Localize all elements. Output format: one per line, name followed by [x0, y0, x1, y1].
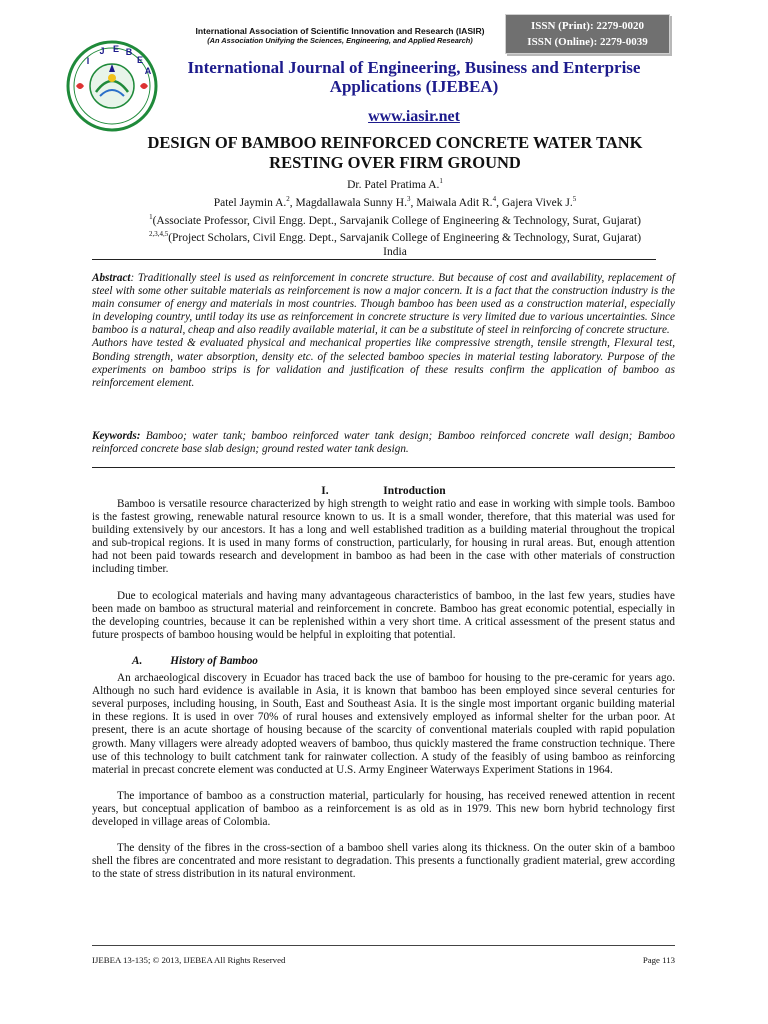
- journal-title-line1: International Journal of Engineering, Business and Enterprise: [187, 58, 641, 77]
- page-number: Page 113: [642, 955, 675, 965]
- co-author: Maiwala Adit R.: [416, 196, 493, 209]
- divider: [92, 467, 675, 468]
- divider: [92, 259, 656, 260]
- journal-url-link[interactable]: www.iasir.net: [368, 108, 460, 125]
- author-block: [90, 174, 700, 259]
- affiliation-1: $^1$(Associate Professor, Civil Engg. Dept., Sarvajanik College of Engineering & Technology, Surat, Gujarat): [149, 212, 641, 227]
- issn-print: ISSN (Print): 2279-0020: [530, 20, 645, 32]
- main-author: Dr. Patel Pratima A.$^1$: [347, 177, 443, 191]
- section-title: Introduction: [383, 485, 446, 497]
- logo-letter: A: [144, 66, 152, 76]
- keywords: [92, 430, 675, 456]
- keywords-label: Keywords:: [92, 430, 141, 442]
- logo-letter: E: [136, 55, 144, 65]
- paragraph: Bamboo is versatile resource characterized by high strength to weight ratio and ease in working with simple tools. Bamboo is the fastest growing, renewable natural resource known to us. It is a small wonder, therefore, that this material was used for building extensively by our ancestors. It has a long and well established tradition as a building material throughout the tropical and sub-tropical regions. It is used in many forms of construction, particularly, for housing in rural areas. But, enough attention had not been paid towards research and development in bamboo as had been in the case with other materials of construction including timber.: [92, 498, 675, 576]
- co-authors: Patel Jaymin A.$^2$, Magdallawala Sunny H.$^3$, Maiwala Adit R.$^4$, Gajera Vivek J.$^5$: [213, 194, 577, 209]
- association-header: [185, 26, 495, 46]
- country: India: [383, 246, 407, 259]
- paragraph: An archaeological discovery in Ecuador has traced back the use of bamboo for housing to the pre-ceramic for years ago. Although no such hard evidence is available in Asia, it is known that bamboo has been employed since several centuries for several purposes, including housing, in South, East and Southeast Asia. It is the single most important organic building material in these regions. It is used in over 70% of rural houses and extensively employed as informal shelter for the urban poor. At present, there is an acute shortage of housing because of the scarcity of conventional materials coupled with rapid population growth. Many villagers were already adopted weavers of bamboo, thus quickly mastered the frame construction technique. There use of this technology to built catchment tank for rainwater collection. A study of the feasibly of using bamboo as reinforcing material in precast concrete element was conducted at U.S. Army Engineer Waterways Experiment Stations in 1964.: [92, 672, 675, 776]
- affiliation-2: $^{2,3,4,5}$(Project Scholars, Civil Engg. Dept., Sarvajanik College of Engineering & Technology, Surat, Gujarat): [148, 230, 642, 245]
- body-text: [92, 498, 675, 894]
- logo-letter: I: [86, 56, 90, 66]
- logo-letter: B: [125, 47, 133, 57]
- abstract-text: : Traditionally steel is used as reinforcement in concrete structure. But because of cost and availability, replacement of steel with some other suitable materials as reinforcement is now a major concern. It is a fact that the construction industry is the main consumer of energy and materials in most countries. Though bamboo has been used as a construction material, especially in developing country, until today its use as reinforcement in concrete structure is very limited due to various uncertainties. Since bamboo is a natural, cheap and also readily available material, it can be a substitute of steel in reinforcing of concrete structure.: [92, 272, 675, 337]
- footer-rule: [92, 945, 675, 946]
- paper-title-line1: DESIGN OF BAMBOO REINFORCED CONCRETE WATER TANK: [147, 133, 643, 152]
- logo-letter: J: [99, 46, 105, 56]
- journal-title: [160, 58, 668, 96]
- footer-copyright: IJEBEA 13-135; © 2013, IJEBEA All Rights Reserved: [92, 955, 286, 965]
- paragraph: Due to ecological materials and having many advantageous characteristics of bamboo, in the last few years, studies have been made on bamboo as structural material and reinforcement in concrete. Bamboo has great economic potential, especially in the developing countries, because it can be replenished within a very short time. A critical assessment of the present status and future prospects of bamboo housing would be helpful in exploiting that potential.: [92, 589, 675, 641]
- section-number: I.: [321, 485, 329, 497]
- issn-online: ISSN (Online): 2279-0039: [527, 36, 648, 48]
- subsection-heading: A. History of Bamboo: [132, 654, 258, 667]
- journal-logo-icon: [66, 40, 158, 132]
- journal-logo: [66, 40, 158, 132]
- paper-title: [90, 133, 700, 173]
- paragraph: The importance of bamboo as a construction material, particularly for housing, has received renewed attention in recent years, but conceptual application of bamboo as a reinforcement is as old as in 1979. This new born hybrid technology first developed in village areas of Colombia.: [92, 789, 675, 828]
- association-tagline: (An Association Unifying the Sciences, Engineering, and Applied Research): [207, 36, 473, 45]
- journal-title-line2: Applications (IJEBEA): [329, 77, 499, 96]
- logo-letter: E: [112, 44, 120, 54]
- section-heading: [92, 485, 675, 497]
- keywords-text: Bamboo; water tank; bamboo reinforced water tank design; Bamboo reinforced concrete wall design; Bamboo reinforced concrete base slab design; ground rested water tank design.: [92, 430, 675, 456]
- abstract-text-2: Authors have tested & evaluated physical and mechanical properties like compressive strength, tensile strength, Flexural test, Bonding strength, water absorption, density etc. of the selected bamboo species in material testing laboratory. Purpose of the experiments on bamboo strips is for validation and justification of these results confirm the application of bamboo as reinforcement element.: [92, 337, 675, 389]
- co-author: Gajera Vivek J.: [501, 196, 573, 209]
- paper-title-line2: RESTING OVER FIRM GROUND: [269, 153, 521, 172]
- paragraph: The density of the fibres in the cross-section of a bamboo shell varies along its thickness. On the outer skin of a bamboo shell the fibres are concentrated and more resistant to degradation. This presents a functionally gradient material, grew according to the state of stress distribution in its natural environment.: [92, 842, 675, 881]
- association-name: International Association of Scientific Innovation and Research (IASIR): [195, 26, 485, 36]
- issn-box: [505, 14, 670, 54]
- abstract-label: Abstract: [92, 272, 131, 284]
- co-author: Patel Jaymin A.: [213, 196, 287, 209]
- co-author: Magdallawala Sunny H.: [295, 196, 407, 209]
- abstract: [92, 272, 675, 390]
